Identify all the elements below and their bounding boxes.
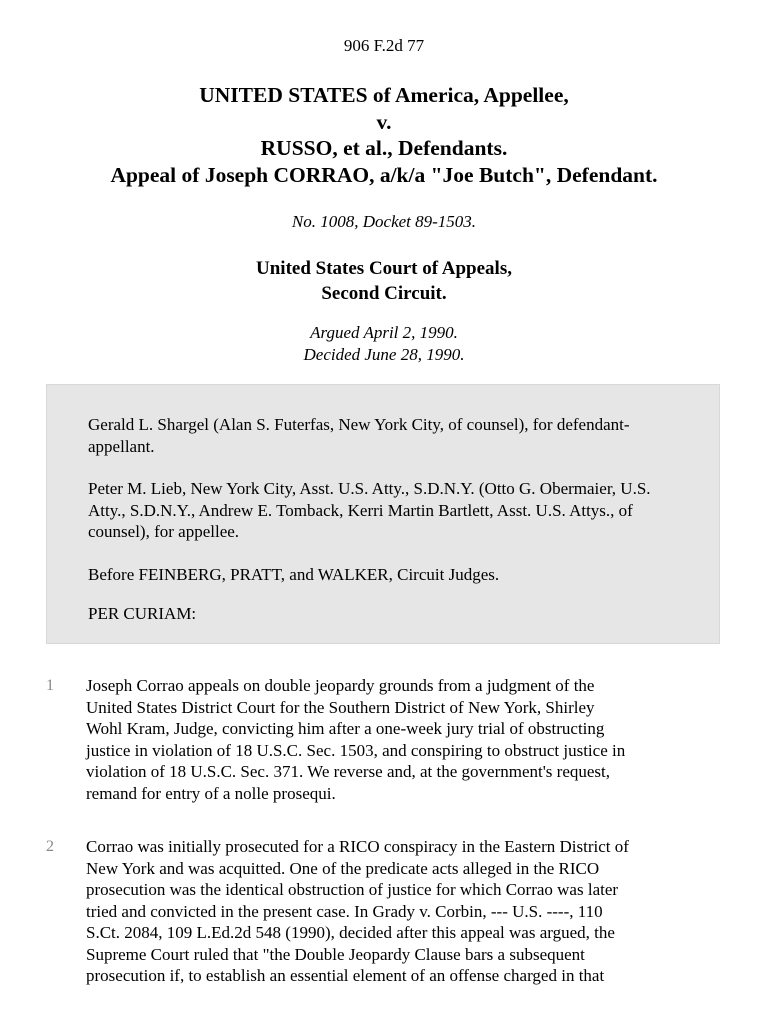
caption-defendants: RUSSO, et al., Defendants. (260, 136, 508, 160)
case-dates (0, 322, 768, 366)
caption-versus: v. (376, 109, 392, 134)
counsel-appellant: Gerald L. Shargel (Alan S. Futerfas, New York City, of counsel), for defendant-appellant. (88, 415, 630, 456)
counsel-appellee: Peter M. Lieb, New York City, Asst. U.S. Atty., S.D.N.Y. (Otto G. Obermaier, U.S. Atty., S.D.N.Y., Andrew E. Tomback, Kerri Martin Bartlett, Asst. U.S. Attys., of counsel), for appellee. (88, 479, 651, 541)
paragraph-line: Joseph Corrao appeals on double jeopardy grounds from a judgment of the (86, 676, 595, 695)
court-name (0, 256, 768, 306)
decided-date: Decided June 28, 1990. (303, 345, 465, 364)
paragraph-line: United States District Court for the Southern District of New York, Shirley (86, 697, 595, 717)
judges-panel: Before FEINBERG, PRATT, and WALKER, Circuit Judges. (88, 565, 500, 584)
court-name-line1: United States Court of Appeals, (256, 258, 512, 279)
paragraph-line: New York and was acquitted. One of the predicate acts alleged in the RICO (86, 858, 600, 878)
docket-number: No. 1008, Docket 89-1503. (291, 212, 477, 231)
paragraph-line: violation of 18 U.S.C. Sec. 371. We reverse and, at the government's request, (86, 762, 611, 781)
paragraph-text (86, 675, 726, 804)
paragraph-text (86, 836, 726, 987)
court-name-line2: Second Circuit. (321, 283, 447, 304)
paragraph-line: tried and convicted in the present case. In Grady v. Corbin, --- U.S. ----, 110 (86, 901, 603, 921)
paragraph-line: Supreme Court ruled that "the Double Jeopardy Clause bars a subsequent (86, 944, 585, 964)
case-citation: 906 F.2d 77 (343, 36, 425, 55)
caption-appeal-of: Appeal of Joseph CORRAO, a/k/a "Joe Butch", Defendant. (110, 162, 658, 187)
paragraph-line: justice in violation of 18 U.S.C. Sec. 1503, and conspiring to obstruct justice in (86, 740, 626, 760)
opinion-type: PER CURIAM: (88, 604, 197, 623)
caption-appellee: UNITED STATES of America, Appellee, (199, 83, 569, 107)
paragraph-number: 1 (46, 677, 54, 694)
paragraph-line: remand for entry of a nolle prosequi. (86, 783, 336, 803)
case-caption (0, 82, 768, 188)
paragraph-line: Corrao was initially prosecuted for a RICO conspiracy in the Eastern District of (86, 837, 629, 856)
counsel-panel (46, 384, 720, 644)
paragraph-line: prosecution if, to establish an essential element of an offense charged in that (86, 966, 605, 985)
paragraph-line: prosecution was the identical obstruction of justice for which Corrao was later (86, 880, 619, 899)
paragraph-line: Wohl Kram, Judge, convicting him after a one-week jury trial of obstructing (86, 719, 605, 738)
argued-date: Argued April 2, 1990. (310, 323, 458, 342)
paragraph-line: S.Ct. 2084, 109 L.Ed.2d 548 (1990), decided after this appeal was argued, the (86, 923, 615, 942)
paragraph-number: 2 (46, 838, 54, 855)
